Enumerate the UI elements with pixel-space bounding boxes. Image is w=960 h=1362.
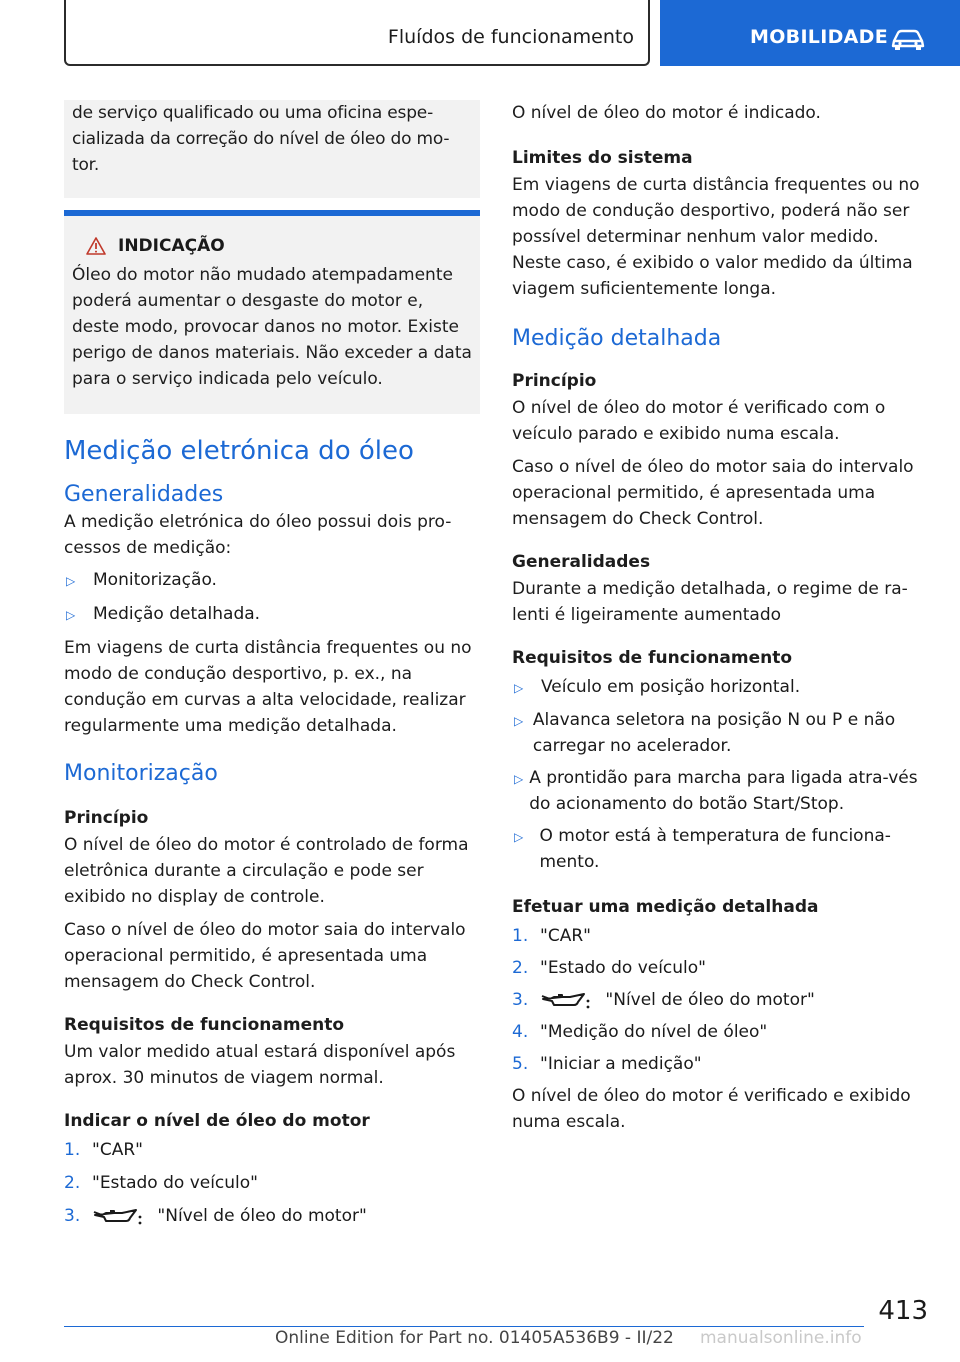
list-item: 1. "CAR": [512, 926, 591, 946]
edition-text: Online Edition for Part no. 01405A536B9 - II/22: [275, 1328, 674, 1348]
paragraph: Um valor medido atual estará disponível após aprox. 30 minutos de viagem normal.: [64, 1042, 456, 1088]
continuation-text: de serviço qualificado ou uma oficina espe-cializada da correção do nível de óleo do mo-tor.: [72, 103, 450, 175]
list-item: ▷ Veículo em posição horizontal.: [512, 674, 928, 701]
subheading-generalidades: Generalidades: [64, 482, 224, 507]
oil-can-icon: [92, 1206, 144, 1226]
oil-can-icon: [540, 990, 592, 1010]
bullet-triangle-icon: ▷: [66, 574, 76, 588]
car-icon: [891, 29, 925, 51]
list-item: 2. "Estado do veículo": [512, 958, 706, 978]
subheading-principio: Princípio: [512, 371, 597, 391]
page-number: 413: [878, 1296, 928, 1326]
list-item: ▷ A prontidão para marcha para ligada atra-vés do acionamento do botão Start/Stop.: [512, 765, 928, 817]
warning-box: [64, 210, 480, 414]
warning-triangle-icon: [86, 237, 106, 255]
subheading-requisitos: Requisitos de funcionamento: [512, 648, 793, 668]
paragraph: O nível de óleo do motor é controlado de forma eletrônica durante a circulação e pode ser exibido no display de controle.: [64, 835, 469, 907]
subheading-principio: Princípio: [64, 808, 149, 828]
subheading-monitorizacao: Monitorização: [64, 761, 218, 786]
bullet-list: [64, 567, 480, 628]
chapter-title: MOBILIDADE: [750, 26, 889, 48]
subheading-limites: Limites do sistema: [512, 148, 693, 168]
bullet-triangle-icon: ▷: [514, 681, 524, 695]
list-item: ▷ Alavanca seletora na posição N ou P e não carregar no acelerador.: [512, 707, 928, 759]
list-item: 3. "Nível de óleo do motor": [512, 990, 815, 1010]
section-heading: Medição eletrónica do óleo: [64, 436, 414, 466]
paragraph: Caso o nível de óleo do motor saia do intervalo operacional permitido, é apresentada uma mensagem do Check Control.: [64, 920, 466, 992]
paragraph: Em viagens de curta distância frequentes ou no modo de condução desportivo, poderá não ser possível determinar nenhum valor medido. Neste caso, é exibido o valor medido da última viagem suficientemente longa.: [512, 175, 920, 299]
numbered-list: [64, 1137, 480, 1229]
list-item: 2. "Estado do veículo": [64, 1173, 258, 1193]
list-item: 5. "Iniciar a medição": [512, 1054, 702, 1074]
warning-title: INDICAÇÃO: [118, 236, 225, 256]
continuation-box: [64, 100, 480, 198]
paragraph: O nível de óleo do motor é verificado e exibido numa escala.: [512, 1086, 911, 1132]
header-chapter-tab: [660, 0, 960, 66]
list-item: ▷ Monitorização.: [64, 567, 480, 594]
bullet-triangle-icon: ▷: [66, 608, 76, 622]
subheading-generalidades: Generalidades: [512, 552, 651, 572]
list-item: 4. "Medição do nível de óleo": [512, 1022, 768, 1042]
bullet-triangle-icon: ▷: [514, 714, 524, 728]
list-item: ▷ O motor está à temperatura de funciona-mento.: [512, 823, 928, 875]
subheading-medicao-detalhada: Medição detalhada: [512, 326, 722, 351]
paragraph: Em viagens de curta distância frequentes ou no modo de condução desportivo, p. ex., na condução em curvas a alta velocidade, realizar regularmente uma medição detalhada.: [64, 638, 472, 736]
watermark: manualsonline.info: [700, 1328, 862, 1348]
right-column: [512, 100, 928, 1135]
warning-text: Óleo do motor não mudado atempadamente poderá aumentar o desgaste do motor e, deste modo, provocar danos no motor. Existe perigo de danos materiais. Não exceder a data para o serviço indicada pelo veículo.: [72, 265, 472, 389]
numbered-list: [512, 923, 928, 1077]
paragraph: A medição eletrónica do óleo possui dois pro-cessos de medição:: [64, 512, 452, 558]
paragraph: O nível de óleo do motor é indicado.: [512, 103, 821, 123]
bullet-list: [512, 674, 928, 875]
subheading-indicar: Indicar o nível de óleo do motor: [64, 1111, 370, 1131]
paragraph: Durante a medição detalhada, o regime de ra-lenti é ligeiramente aumentado: [512, 579, 908, 625]
list-item: 3. "Nível de óleo do motor": [64, 1206, 367, 1226]
bullet-triangle-icon: ▷: [514, 772, 524, 786]
header-section-tab: [64, 0, 650, 66]
section-title: Fluídos de funcionamento: [387, 26, 634, 48]
left-column: [64, 100, 480, 1229]
subheading-efetuar: Efetuar uma medição detalhada: [512, 897, 819, 917]
subheading-requisitos: Requisitos de funcionamento: [64, 1015, 345, 1035]
bullet-triangle-icon: ▷: [514, 830, 524, 844]
paragraph: O nível de óleo do motor é verificado com o veículo parado e exibido numa escala.: [512, 398, 886, 444]
paragraph: Caso o nível de óleo do motor saia do intervalo operacional permitido, é apresentada uma mensagem do Check Control.: [512, 457, 914, 529]
list-item: ▷ Medição detalhada.: [64, 601, 480, 628]
footer-divider: [64, 1326, 864, 1327]
list-item: 1. "CAR": [64, 1140, 143, 1160]
